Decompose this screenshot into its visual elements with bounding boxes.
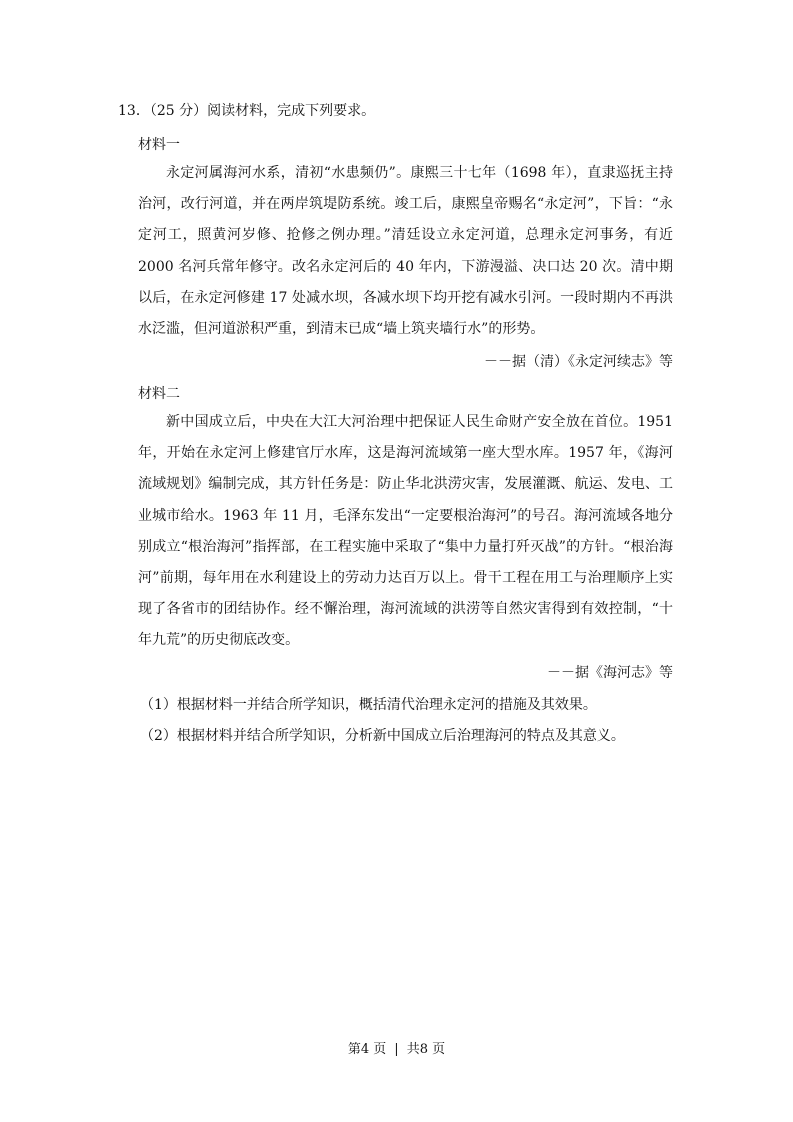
material2-source: －－据《海河志》等 xyxy=(547,665,673,681)
material1-heading: 材料一 xyxy=(138,137,180,153)
material1-source: －－据（清）《永定河续志》等 xyxy=(484,354,673,370)
sub-question-1: （1）根据材料一并结合所学知识，概括清代治理永定河的措施及其效果。 xyxy=(140,697,597,713)
page-footer xyxy=(0,1041,793,1059)
question-title: 13．（25 分）阅读材料，完成下列要求。 xyxy=(118,103,376,119)
material2-body: 新中国成立后，中央在大江大河治理中把保证人民生命财产安全放在首位。1951 年，开始在永定河上修建官厅水库，这是海河流域第一座大型水库。1957 年，《海河流域规划》编制完成，其方针任务是：防止华北洪涝灾害，发展灌溉、航运、发电、工业城市给水。1963 年 11 月，毛泽东发出“一定要根治海河”的号召。海河流域各地分别成立“根治海河”指挥部，在工程实施中采取了“集中力量打歼灭战”的方针。“根治海河”前期，每年用在水利建设上的劳动力达百万以上。骨干工程在用工与治理顺序上实现了各省市的团结协作。经不懈治理，海河流域的洪涝等自然灾害得到有效控制，“十年九荒”的历史彻底改变。 xyxy=(138,414,673,649)
page-separator: | xyxy=(394,1042,399,1057)
sub-question-2: （2）根据材料并结合所学知识，分析新中国成立后治理海河的特点及其意义。 xyxy=(140,728,625,744)
material2-heading: 材料二 xyxy=(138,386,180,402)
current-page-label: 第4 页 xyxy=(347,1042,387,1057)
total-pages-label: 共8 页 xyxy=(406,1042,446,1057)
material1-body: 永定河属海河水系，清初“水患频仍”。康熙三十七年（1698 年），直隶巡抚主持治河，改行河道，并在两岸筑堤防系统。竣工后，康熙皇帝赐名“永定河”，下旨：“永定河工，照黄河岁修、抢修之例办理。”清廷设立永定河道，总理永定河事务，有近 2000 名河兵常年修守。改名永定河后的 40 年内，下游漫溢、决口达 20 次。清中期以后，在永定河修建 17 处减水坝，各减水坝下均开挖有减水引河。一段时期内不再洪水泛滥，但河道淤积严重，到清末已成“墙上筑夹墙行水”的形势。 xyxy=(138,165,673,338)
